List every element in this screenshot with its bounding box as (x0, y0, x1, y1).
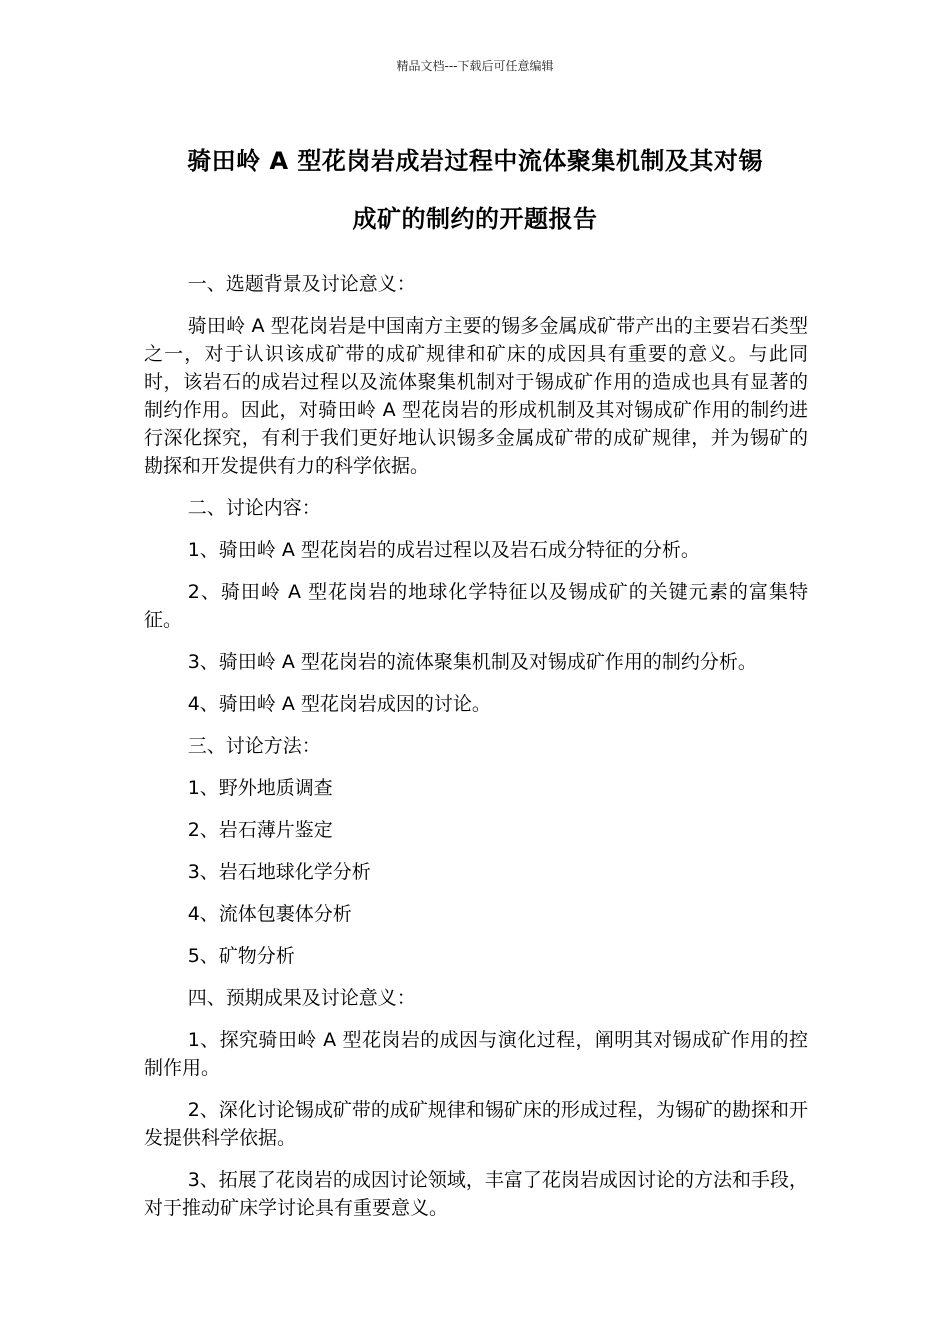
method-item-3: 3、岩石地球化学分析 (187, 861, 371, 883)
method-item-1: 1、野外地质调查 (187, 777, 333, 799)
section-heading-outcomes: 四、预期成果及讨论意义： (187, 987, 416, 1009)
section-heading-background: 一、选题背景及讨论意义： (187, 273, 416, 295)
outcome-item-2: 2、深化讨论锡成矿带的成矿规律和锡矿床的形成过程，为锡矿的勘探和开发提供科学依据。 (144, 1099, 808, 1149)
title-line-2: 成矿的制约的开题报告 (352, 205, 598, 233)
outcome-item-3: 3、拓展了花岗岩的成因讨论领域，丰富了花岗岩成因讨论的方法和手段，对于推动矿床学讨论具有重要意义。 (144, 1169, 808, 1219)
document-body (144, 270, 808, 1236)
outcome-item-1: 1、探究骑田岭 A 型花岗岩的成因与演化过程，阐明其对锡成矿作用的控制作用。 (144, 1029, 808, 1079)
page-header: 精品文档---下载后可任意编辑 (396, 59, 554, 73)
section-heading-content: 二、讨论内容： (187, 497, 321, 519)
document-title (120, 132, 830, 248)
content-item-2: 2、骑田岭 A 型花岗岩的地球化学特征以及锡成矿的关键元素的富集特征。 (144, 581, 808, 631)
method-item-5: 5、矿物分析 (187, 945, 295, 967)
section-heading-methods: 三、讨论方法： (187, 735, 321, 757)
background-paragraph: 骑田岭 A 型花岗岩是中国南方主要的锡多金属成矿带产出的主要岩石类型之一，对于认识该成矿带的成矿规律和矿床的成因具有重要的意义。与此同时，该岩石的成岩过程以及流体聚集机制对于锡成矿作用的造成也具有显著的制约作用。因此，对骑田岭 A 型花岗岩的形成机制及其对锡成矿作用的制约进行深化探究，有利于我们更好地认识锡多金属成矿带的成矿规律，并为锡矿的勘探和开发提供有力的科学依据。 (144, 315, 808, 477)
content-item-4: 4、骑田岭 A 型花岗岩成因的讨论。 (187, 693, 491, 715)
method-item-4: 4、流体包裹体分析 (187, 903, 352, 925)
content-item-3: 3、骑田岭 A 型花岗岩的流体聚集机制及对锡成矿作用的制约分析。 (187, 651, 757, 673)
method-item-2: 2、岩石薄片鉴定 (187, 819, 333, 841)
title-line-1: 骑田岭 A 型花岗岩成岩过程中流体聚集机制及其对锡 (187, 147, 763, 175)
content-item-1: 1、骑田岭 A 型花岗岩的成岩过程以及岩石成分特征的分析。 (187, 539, 700, 561)
